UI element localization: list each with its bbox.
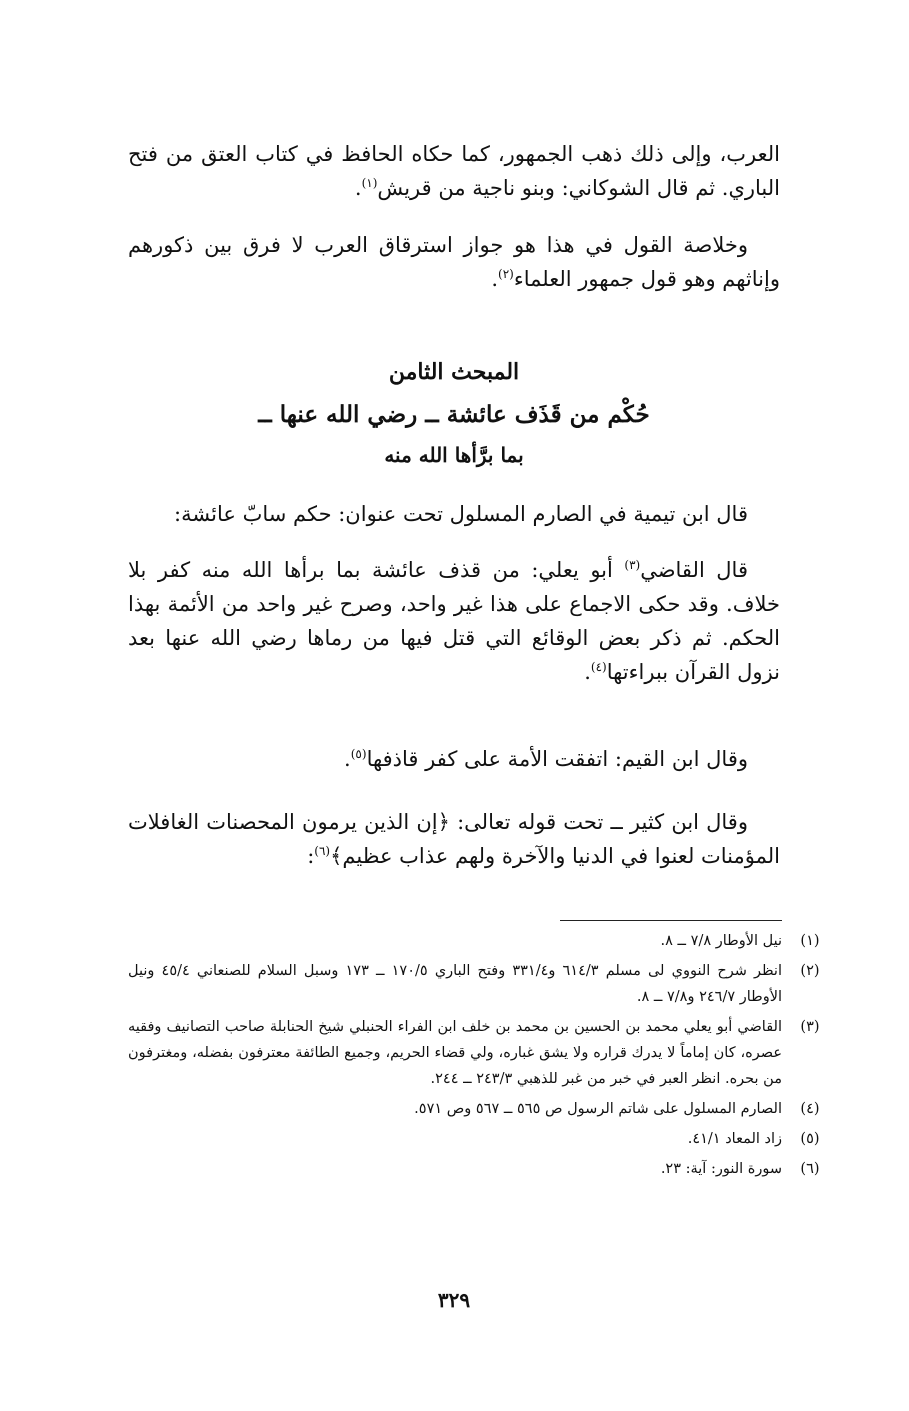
paragraph-end: . [584, 660, 591, 684]
footnote-text: زاد المعاد ٤١/١. [687, 1131, 782, 1147]
footnote-text: الصارم المسلول على شاتم الرسول ص ٥٦٥ ــ ٥٦٧ وص ٥٧١. [414, 1101, 782, 1117]
footnote-item [128, 1014, 838, 1092]
footnote-ref: (٤) [590, 660, 607, 674]
page-number: ٣٢٩ [437, 1288, 471, 1312]
section-heading-number: المبحث الثامن [388, 359, 520, 385]
paragraph-end: . [344, 747, 351, 771]
footnote-number: (٣) [800, 1019, 820, 1035]
paragraph-6 [128, 805, 780, 873]
paragraph-text: وقال ابن القيم: اتفقت الأمة على كفر قاذفها [366, 747, 748, 771]
footnote-text: القاضي أبو يعلي محمد بن الحسين بن محمد بن خلف ابن الفراء الحنبلي شيخ الحنابلة صاحب التصانيف وفقيه عصره، كان إماماً لا يدرك قراره ولا يشق غباره، ولي قضاء الحريم، وجميع الطائفة معترفون بفضله، ومغترفون من بحره. انظر العبر في خبر من غبر للذهبي ٢٤٣/٣ ــ ٢٤٤. [128, 1019, 782, 1087]
footnote-number: (١) [800, 933, 820, 949]
footnote-text: نيل الأوطار ٧/٨ ــ ٨. [660, 933, 782, 949]
footnote-item [128, 958, 838, 1010]
footnote-ref: (٥) [350, 747, 367, 761]
footnote-ref: (٣) [624, 558, 641, 572]
paragraph-1 [128, 137, 780, 205]
footnote-ref: (١) [361, 176, 378, 190]
paragraph-3 [128, 497, 780, 531]
footnote-item [128, 928, 838, 954]
paragraph-text: أبو يعلي: من قذف عائشة بما برأها الله منه كفر بلا خلاف. وقد حكى الاجماع على هذا غير واحد، وصرح غير واحد من الأئمة بهذا الحكم. ثم ذكر بعض الوقائع التي قتل فيها من رماها رضي الله عنها بعد نزول القرآن ببراءتها [128, 558, 780, 684]
paragraph-end: . [354, 176, 362, 200]
footnote-separator [560, 920, 782, 921]
paragraph-end: : [307, 844, 315, 868]
footnote-item [128, 1126, 838, 1152]
footnote-number: (٦) [800, 1161, 820, 1177]
paragraph-4 [128, 553, 780, 689]
footnote-ref: (٢) [498, 267, 514, 281]
footnotes [128, 928, 838, 1186]
section-heading-subtitle: بما برَّأها الله منه [384, 443, 524, 467]
footnote-text: انظر شرح النووي لى مسلم ٦١٤/٣ و٣٣١/٤ وفتح الباري ١٧٠/٥ ــ ١٧٣ وسبل السلام للصنعاني ٤٥/٤ ونيل الأوطار ٢٤٦/٧ و٧/٨ ــ ٨. [128, 963, 782, 1005]
footnote-item [128, 1156, 838, 1182]
footnote-number: (٥) [800, 1131, 820, 1147]
section-heading [128, 352, 780, 472]
paragraph-text: قال القاضي [640, 558, 748, 582]
footnote-text: سورة النور: آية: ٢٣. [660, 1161, 782, 1177]
footnote-item [128, 1096, 838, 1122]
section-heading-title: حُكْم من قَذَف عائشة ــ رضي الله عنها ــ [258, 401, 650, 428]
paragraph-end: . [491, 267, 499, 291]
footnote-number: (٤) [800, 1101, 820, 1117]
footnote-number: (٢) [800, 963, 820, 979]
paragraph-5 [128, 742, 780, 776]
paragraph-text: وخلاصة القول في هذا هو جواز استرقاق العرب لا فرق بين ذكورهم وإناثهم وهو قول جمهور العلماء [128, 233, 780, 291]
paragraph-text: قال ابن تيمية في الصارم المسلول تحت عنوان: حكم سابّ عائشة: [174, 502, 748, 526]
paragraph-text: العرب، وإلى ذلك ذهب الجمهور، كما حكاه الحافظ في كتاب العتق من فتح الباري. ثم قال الشوكاني: وبنو ناجية من قريش [128, 142, 780, 200]
paragraph-2 [128, 228, 780, 296]
footnote-ref: (٦) [314, 844, 331, 858]
paragraph-text: وقال ابن كثير ــ تحت قوله تعالى: ﴿إن الذين يرمون المحصنات الغافلات المؤمنات لعنوا في الدنيا والآخرة ولهم عذاب عظيم﴾ [128, 810, 780, 868]
